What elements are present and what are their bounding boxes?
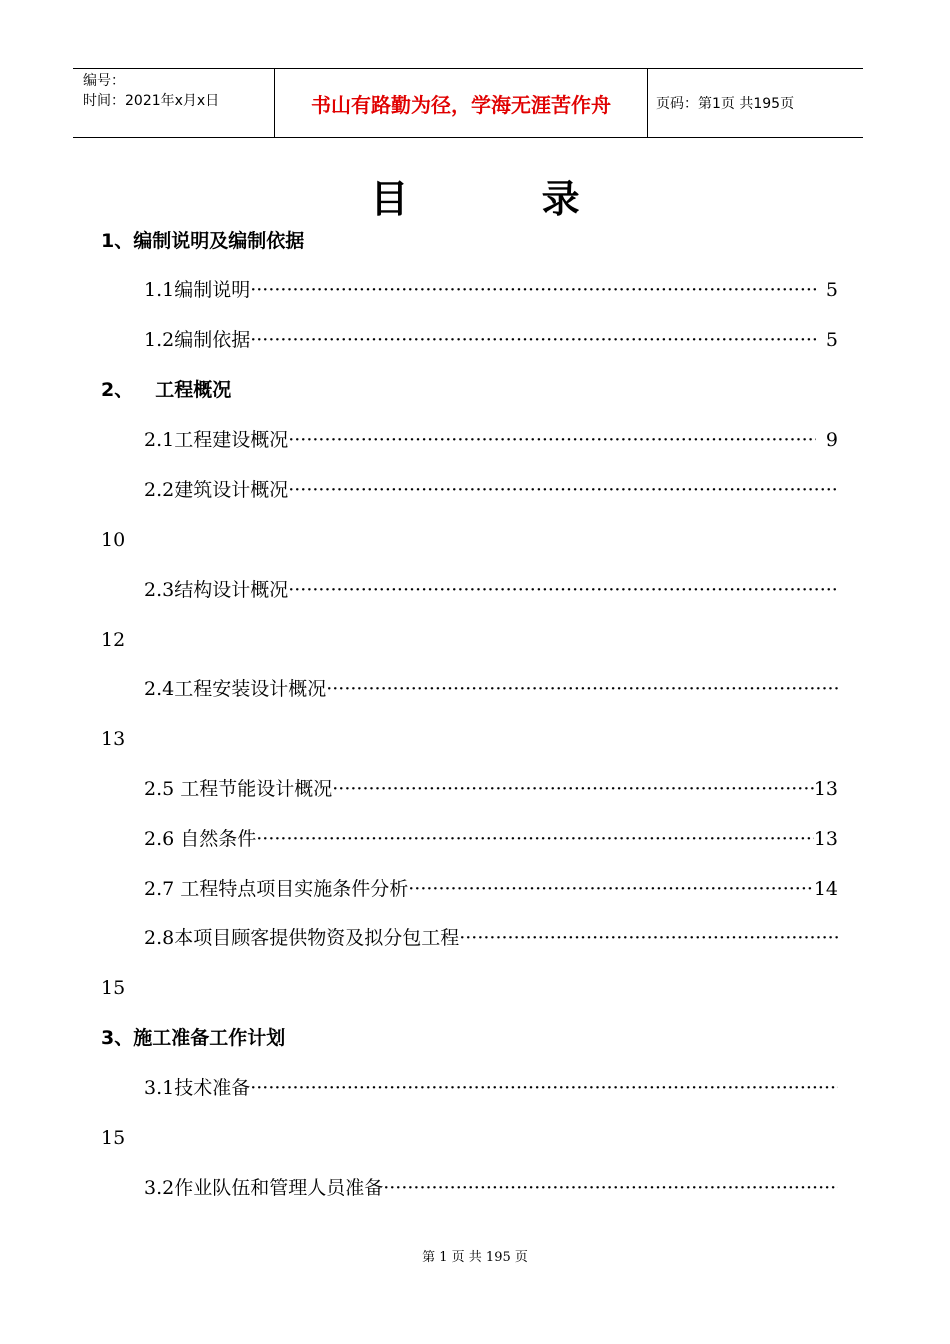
toc-entry-label: 3.2作业队伍和管理人员准备	[144, 1177, 384, 1199]
toc-entry-label: 2.8本项目顾客提供物资及拟分包工程	[144, 927, 460, 949]
toc-entry-2-5[interactable]	[144, 774, 838, 804]
toc-entry-label: 2.3结构设计概况	[144, 579, 289, 601]
toc-entry-page-wrapped: 15	[101, 977, 126, 999]
toc-entry-page: 14	[813, 878, 838, 900]
toc-leader-dots	[326, 674, 838, 704]
toc-leader-dots	[250, 325, 816, 355]
header-meta-cell	[73, 69, 275, 137]
toc-leader-dots	[332, 774, 814, 804]
time-label: 时间：2021年x月x日	[83, 93, 220, 109]
toc-section-number: 2、	[101, 379, 134, 401]
toc-entry-label: 2.5 工程节能设计概况	[144, 778, 333, 800]
toc-leader-dots	[288, 425, 816, 455]
motto: 书山有路勤为径，学海无涯苦作舟	[275, 69, 648, 137]
toc-entry-page: 13	[813, 778, 838, 800]
toc-section-2[interactable]	[101, 375, 231, 405]
toc-entry-2-7[interactable]	[144, 874, 838, 904]
toc-entry-3-1[interactable]	[144, 1073, 838, 1103]
toc-entry-label: 2.1工程建设概况	[144, 429, 289, 451]
toc-entry-label: 1.2编制依据	[144, 329, 251, 351]
page-info: 页码：第1页 共195页	[656, 96, 795, 112]
toc-entry-2-2[interactable]	[144, 475, 838, 505]
toc-entry-label: 1.1编制说明	[144, 279, 251, 301]
toc-entry-page-wrapped: 15	[101, 1127, 126, 1149]
toc-section-1[interactable]: 1、编制说明及编制依据	[101, 230, 305, 252]
toc-entry-3-2[interactable]	[144, 1173, 838, 1203]
toc-leader-dots	[288, 575, 838, 605]
toc-entry-label: 2.4工程安装设计概况	[144, 678, 327, 700]
toc-entry-page: 5	[825, 279, 838, 301]
toc-entry-1-2[interactable]	[144, 325, 838, 355]
toc-section-3[interactable]: 3、施工准备工作计划	[101, 1027, 286, 1049]
toc-leader-dots	[408, 874, 814, 904]
toc-leader-dots	[288, 475, 838, 505]
toc-section-title: 工程概况	[155, 379, 232, 401]
toc-entry-2-3[interactable]	[144, 575, 838, 605]
toc-entry-label: 2.7 工程特点项目实施条件分析	[144, 878, 409, 900]
toc-entry-page: 5	[825, 329, 838, 351]
toc-entry-2-4[interactable]	[144, 674, 838, 704]
toc-entry-page: 9	[825, 429, 838, 451]
toc-entry-label: 2.6 自然条件	[144, 828, 257, 850]
toc-entry-2-1[interactable]	[144, 425, 838, 455]
toc-entry-2-6[interactable]	[144, 824, 838, 854]
toc-entry-page-wrapped: 12	[101, 629, 126, 651]
toc-entry-2-8[interactable]	[144, 923, 838, 953]
page-footer: 第 1 页 共 195 页	[422, 1250, 528, 1265]
toc-leader-dots	[250, 1073, 838, 1103]
page-title: 目 录	[370, 177, 640, 221]
toc-leader-dots	[459, 923, 838, 953]
toc-entry-label: 3.1技术准备	[144, 1077, 251, 1099]
toc-leader-dots	[250, 275, 816, 305]
toc-entry-1-1[interactable]	[144, 275, 838, 305]
toc-entry-page: 13	[813, 828, 838, 850]
toc-leader-dots	[256, 824, 814, 854]
header-table	[73, 68, 863, 138]
toc-entry-page-wrapped: 13	[101, 728, 126, 750]
number-label: 编号：	[83, 73, 125, 89]
toc-entry-label: 2.2建筑设计概况	[144, 479, 289, 501]
toc-leader-dots	[383, 1173, 838, 1203]
toc-entry-page-wrapped: 10	[101, 529, 126, 551]
